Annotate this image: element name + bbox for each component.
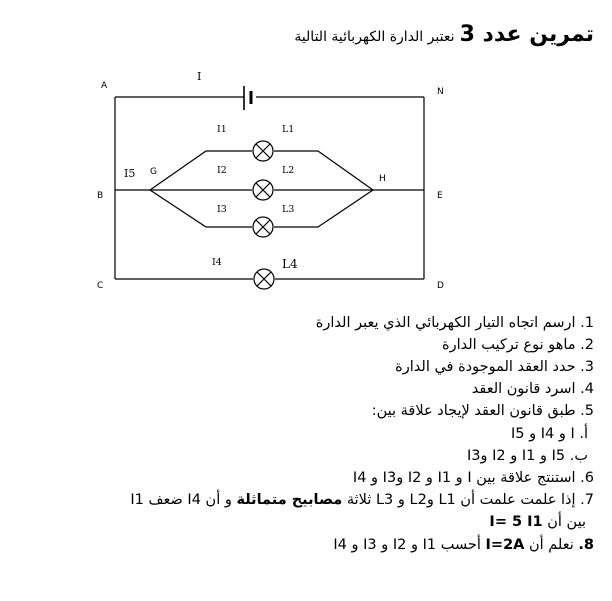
question-1: 1. ارسم اتجاه التيار الكهربائي الذي يعبر الدارة xyxy=(315,315,594,331)
lamp-l4-icon xyxy=(254,269,274,289)
current-label-i2: I2 xyxy=(217,165,227,176)
node-label-h: H xyxy=(379,174,386,184)
question-8-number: 8. xyxy=(578,537,594,553)
question-2: 2. ماهو نوع تركيب الدارة xyxy=(441,337,594,353)
lamp-label-l1: L1 xyxy=(282,124,295,135)
current-label-i3: I3 xyxy=(217,204,227,215)
corner-label-d: D xyxy=(437,281,444,291)
question-8-text-start: نعلم أن xyxy=(529,537,574,553)
question-8-value: I=2A xyxy=(485,537,525,553)
corner-label-n: N xyxy=(437,87,444,97)
question-7-line-2 xyxy=(489,512,586,532)
question-3: 3. حدد العقد الموجودة في الدارة xyxy=(395,359,594,375)
current-label-i: I xyxy=(197,70,202,83)
question-5b: ب. I5 و I1 و I2 وI3 xyxy=(466,448,588,464)
current-label-i1: I1 xyxy=(217,124,227,135)
question-7-text-end: و أن I4 ضعف I1 xyxy=(130,492,232,508)
lamp-label-l4: L4 xyxy=(282,257,298,271)
corner-label-a: A xyxy=(101,81,108,91)
battery-icon xyxy=(244,86,251,110)
question-8-text-end: أحسب I1 و I2 و I3 و I4 xyxy=(333,537,481,553)
question-8 xyxy=(333,535,594,555)
question-5a: أ. I و I4 و I5 xyxy=(510,426,588,442)
exercise-number: تمرين عدد 3 xyxy=(459,22,594,47)
question-7-formula: I= 5 I1 xyxy=(489,514,543,530)
lamp-label-l2: L2 xyxy=(282,165,295,176)
lamp-l3-icon xyxy=(253,217,273,237)
corner-label-b: B xyxy=(97,191,104,201)
current-label-i4: I4 xyxy=(212,257,222,268)
node-label-g: G xyxy=(150,167,157,177)
corner-label-c: C xyxy=(97,281,104,291)
lamp-l2-icon xyxy=(253,180,273,200)
question-6: 6. استنتج علاقة بين I و I1 و I2 وI3 و I4 xyxy=(352,470,594,486)
question-4: 4. اسرد قانون العقد xyxy=(471,381,594,397)
question-7-line-2-text: بين أن xyxy=(547,514,586,530)
current-label-i5: I5 xyxy=(124,167,136,180)
question-7-emphasis: مصابيح متماثلة xyxy=(236,492,343,508)
exercise-intro: نعتبر الدارة الكهربائية التالية xyxy=(294,29,455,45)
lamp-l1-icon xyxy=(253,141,273,161)
corner-label-e: E xyxy=(437,191,443,201)
question-7 xyxy=(130,490,594,510)
question-7-text-start: 7. إذا علمت علمت أن L1 وL2 و L3 ثلاثة xyxy=(346,492,594,508)
question-5: 5. طبق قانون العقد لإيجاد علاقة بين: xyxy=(371,403,594,419)
lamp-label-l3: L3 xyxy=(282,204,295,215)
